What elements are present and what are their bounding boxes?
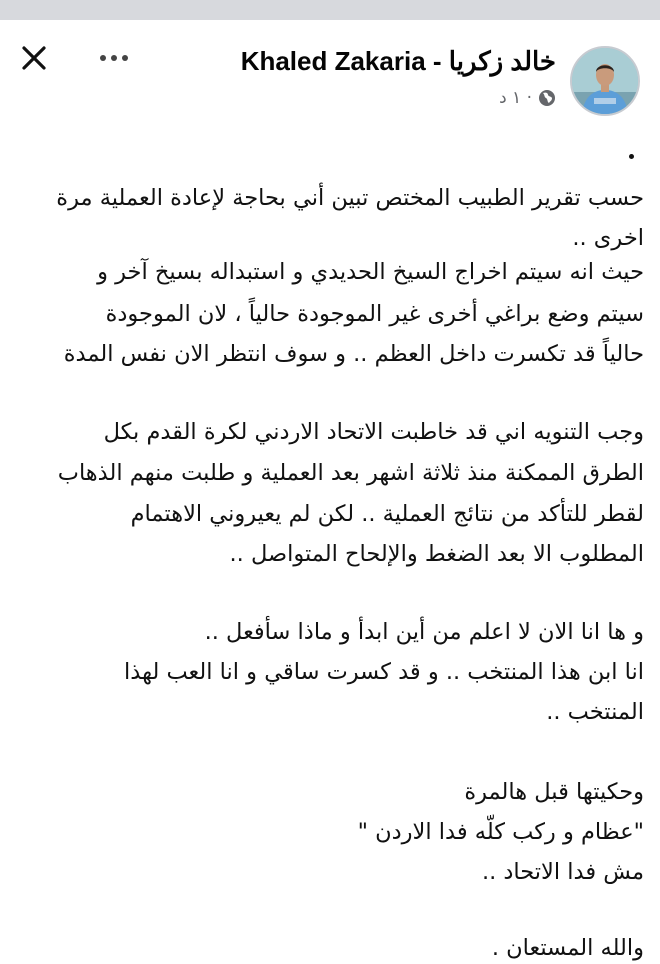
top-strip	[0, 0, 660, 20]
more-horizontal-icon	[99, 54, 129, 62]
post-text-line: والله المستعان .	[491, 935, 644, 961]
post-text-line: "عظام و ركب كلّه فدا الاردن "	[357, 819, 644, 845]
post-text-line: حسب تقرير الطبيب المختص تبين أني بحاجة لإعادة العملية مرة	[56, 185, 644, 211]
post-text-line: مش فدا الاتحاد ..	[481, 859, 644, 885]
close-icon	[21, 45, 47, 71]
post-header	[0, 20, 660, 120]
post-text-line: وجب التنويه اني قد خاطبت الاتحاد الاردني لكرة القدم بكل	[103, 419, 644, 445]
post-text-line: المنتخب ..	[546, 699, 644, 725]
author-name[interactable]: Khaled Zakaria - خالد زكريا	[240, 46, 556, 76]
post-text-line: حيث انه سيتم اخراج السيخ الحديدي و استبداله بسيخ آخر و	[97, 259, 644, 285]
post-text-line: حالياً قد تكسرت داخل العظم .. و سوف انتظر الان نفس المدة	[63, 341, 644, 367]
post-text-line: سيتم وضع براغي أخرى غير الموجودة حالياً ، لان الموجودة	[105, 301, 644, 327]
globe-icon[interactable]	[538, 89, 556, 107]
post-text-line: الطرق الممكنة منذ ثلاثة اشهر بعد العملية و طلبت منهم الذهاب	[57, 460, 644, 486]
post-timestamp[interactable]: ١ د ·	[499, 88, 532, 108]
post-text-line: وحكيتها قبل هالمرة	[464, 779, 644, 805]
post-text-line: و ها انا الان لا اعلم من أين ابدأ و ماذا سأفعل ..	[204, 619, 644, 645]
author-avatar[interactable]	[570, 46, 640, 116]
close-button[interactable]	[18, 42, 50, 74]
post-text-line: لقطر للتأكد من نتائج العملية .. لكن لم يعيروني الاهتمام	[130, 501, 644, 527]
profile-photo	[572, 48, 638, 114]
post-meta	[499, 88, 556, 108]
post-text-line: انا ابن هذا المنتخب .. و قد كسرت ساقي و انا العب لهذا	[124, 659, 644, 685]
post-text-line: المطلوب الا بعد الضغط والإلحاح المتواصل ..	[229, 541, 644, 567]
post-text-line: اخرى ..	[572, 225, 644, 251]
bullet-dot	[629, 154, 634, 159]
more-options-button[interactable]	[96, 46, 132, 70]
